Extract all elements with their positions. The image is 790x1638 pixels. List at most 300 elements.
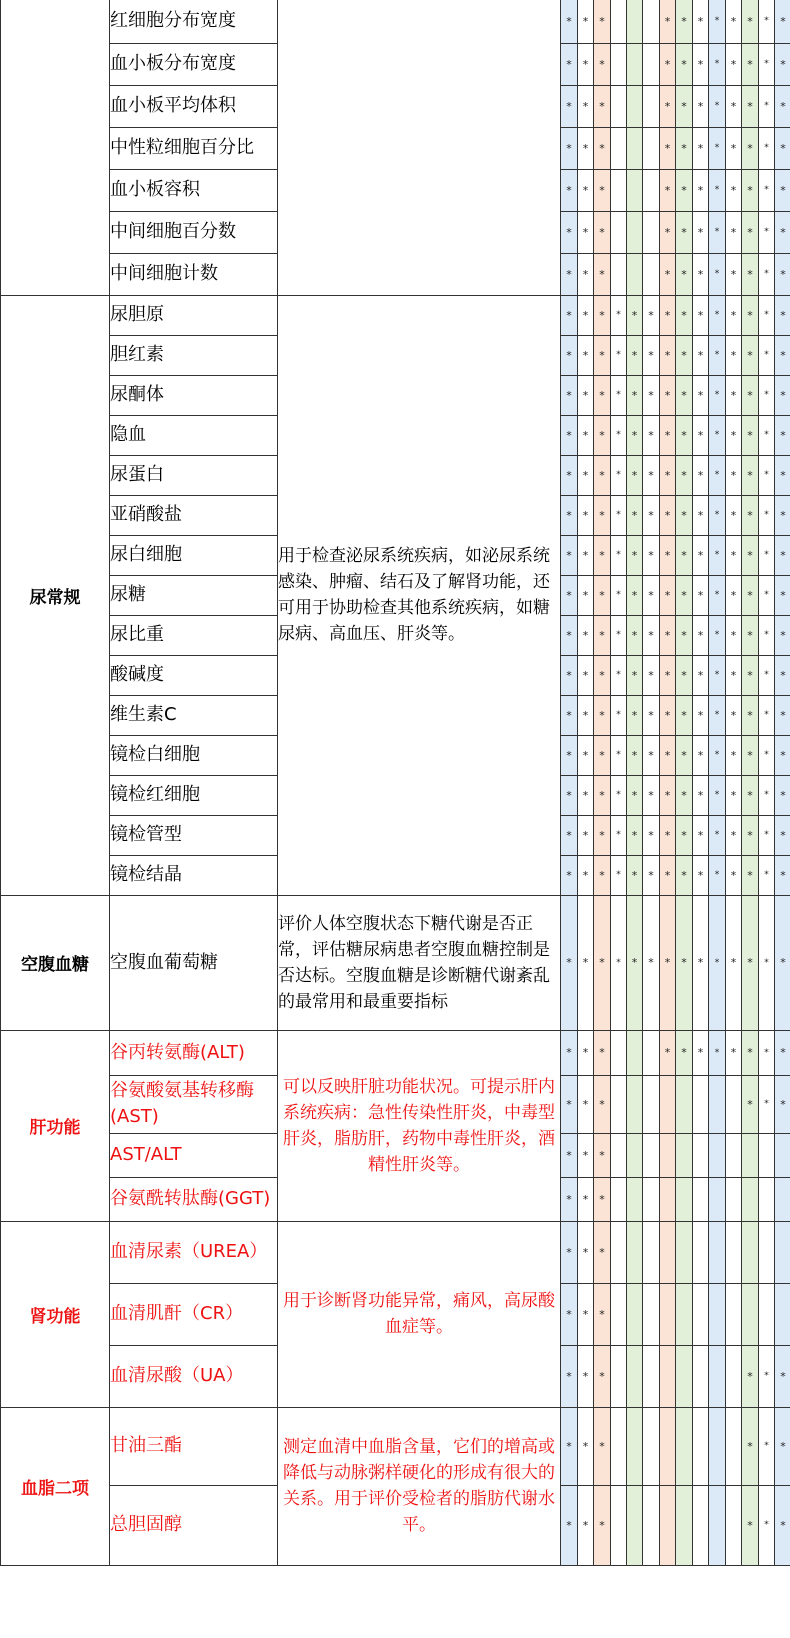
- mark-cell: *: [759, 1030, 775, 1075]
- mark-cell: *: [561, 211, 578, 253]
- mark-cell: [643, 0, 660, 43]
- mark-cell: *: [594, 535, 611, 575]
- mark-cell: *: [676, 575, 693, 615]
- mark-cell: [660, 1177, 676, 1221]
- mark-cell: *: [709, 0, 726, 43]
- mark-cell: *: [660, 253, 676, 295]
- mark-cell: *: [693, 855, 709, 895]
- mark-cell: *: [627, 455, 643, 495]
- mark-cell: *: [561, 253, 578, 295]
- mark-cell: *: [676, 127, 693, 169]
- mark-cell: *: [594, 415, 611, 455]
- mark-cell: *: [611, 455, 627, 495]
- mark-cell: *: [676, 415, 693, 455]
- mark-cell: *: [611, 655, 627, 695]
- table-row: [1, 1407, 790, 1485]
- mark-cell: *: [660, 85, 676, 127]
- mark-cell: *: [611, 335, 627, 375]
- mark-cell: *: [726, 1030, 742, 1075]
- mark-cell: [676, 1133, 693, 1177]
- mark-cell: *: [676, 211, 693, 253]
- mark-cell: *: [561, 375, 578, 415]
- mark-cell: *: [676, 655, 693, 695]
- mark-cell: *: [611, 735, 627, 775]
- mark-cell: [676, 1345, 693, 1407]
- mark-cell: [643, 1030, 660, 1075]
- item-name: 尿蛋白: [110, 455, 278, 495]
- mark-cell: *: [742, 615, 759, 655]
- mark-cell: *: [578, 375, 594, 415]
- mark-cell: *: [561, 127, 578, 169]
- mark-cell: [709, 1221, 726, 1283]
- category-cell: [1, 0, 110, 295]
- mark-cell: *: [693, 295, 709, 335]
- table-row: [1, 895, 790, 1030]
- mark-cell: *: [594, 375, 611, 415]
- mark-cell: *: [676, 455, 693, 495]
- category-cell: 肝功能: [1, 1030, 110, 1221]
- mark-cell: *: [561, 1485, 578, 1565]
- mark-cell: *: [561, 0, 578, 43]
- mark-cell: *: [709, 735, 726, 775]
- mark-cell: *: [594, 1030, 611, 1075]
- mark-cell: [759, 1177, 775, 1221]
- category-cell: 血脂二项: [1, 1407, 110, 1565]
- mark-cell: *: [594, 815, 611, 855]
- mark-cell: *: [561, 43, 578, 85]
- mark-cell: [611, 1407, 627, 1485]
- mark-cell: [775, 1177, 790, 1221]
- mark-cell: *: [561, 1075, 578, 1133]
- mark-cell: [759, 1221, 775, 1283]
- mark-cell: *: [676, 169, 693, 211]
- mark-cell: [726, 1407, 742, 1485]
- mark-cell: *: [660, 43, 676, 85]
- mark-cell: *: [660, 295, 676, 335]
- mark-cell: *: [759, 855, 775, 895]
- mark-cell: *: [775, 535, 790, 575]
- item-name: 甘油三酯: [110, 1407, 278, 1485]
- mark-cell: *: [561, 1177, 578, 1221]
- mark-cell: *: [594, 43, 611, 85]
- mark-cell: *: [693, 169, 709, 211]
- mark-cell: *: [643, 375, 660, 415]
- mark-cell: *: [775, 855, 790, 895]
- mark-cell: [627, 253, 643, 295]
- mark-cell: *: [643, 415, 660, 455]
- item-name: 尿胆原: [110, 295, 278, 335]
- mark-cell: *: [726, 615, 742, 655]
- item-name: 镜检红细胞: [110, 775, 278, 815]
- mark-cell: [627, 1030, 643, 1075]
- mark-cell: *: [660, 335, 676, 375]
- mark-cell: *: [578, 1221, 594, 1283]
- mark-cell: *: [594, 495, 611, 535]
- mark-cell: [660, 1345, 676, 1407]
- mark-cell: *: [709, 455, 726, 495]
- item-name: AST/ALT: [110, 1133, 278, 1177]
- mark-cell: *: [759, 1485, 775, 1565]
- mark-cell: [643, 1177, 660, 1221]
- mark-cell: *: [561, 655, 578, 695]
- mark-cell: *: [693, 43, 709, 85]
- mark-cell: *: [578, 775, 594, 815]
- mark-cell: *: [775, 615, 790, 655]
- description-cell: 测定血清中血脂含量，它们的增高或降低与动脉粥样硬化的形成有很大的关系。用于评价受检者的脂肪代谢水平。: [278, 1407, 561, 1565]
- mark-cell: [643, 1133, 660, 1177]
- mark-cell: *: [709, 495, 726, 535]
- category-cell: 空腹血糖: [1, 895, 110, 1030]
- mark-cell: [611, 1283, 627, 1345]
- mark-cell: *: [627, 775, 643, 815]
- item-name: 亚硝酸盐: [110, 495, 278, 535]
- mark-cell: *: [578, 1030, 594, 1075]
- mark-cell: *: [709, 775, 726, 815]
- mark-cell: [611, 85, 627, 127]
- mark-cell: *: [643, 575, 660, 615]
- mark-cell: *: [578, 1075, 594, 1133]
- mark-cell: *: [742, 1345, 759, 1407]
- mark-cell: *: [660, 127, 676, 169]
- mark-cell: *: [660, 895, 676, 1030]
- mark-cell: *: [611, 375, 627, 415]
- mark-cell: *: [759, 895, 775, 1030]
- mark-cell: *: [561, 815, 578, 855]
- mark-cell: *: [726, 535, 742, 575]
- mark-cell: *: [693, 375, 709, 415]
- item-name: 红细胞分布宽度: [110, 0, 278, 43]
- mark-cell: *: [594, 575, 611, 615]
- mark-cell: *: [693, 735, 709, 775]
- mark-cell: *: [627, 295, 643, 335]
- mark-cell: *: [561, 895, 578, 1030]
- mark-cell: [726, 1075, 742, 1133]
- mark-cell: *: [594, 253, 611, 295]
- mark-cell: *: [561, 415, 578, 455]
- mark-cell: *: [709, 695, 726, 735]
- mark-cell: *: [627, 895, 643, 1030]
- mark-cell: *: [759, 615, 775, 655]
- mark-cell: [726, 1485, 742, 1565]
- mark-cell: *: [759, 415, 775, 455]
- item-name: 空腹血葡萄糖: [110, 895, 278, 1030]
- mark-cell: *: [578, 0, 594, 43]
- mark-cell: *: [693, 895, 709, 1030]
- mark-cell: *: [693, 253, 709, 295]
- mark-cell: *: [643, 695, 660, 735]
- mark-cell: *: [561, 535, 578, 575]
- item-name: 酸碱度: [110, 655, 278, 695]
- mark-cell: *: [627, 335, 643, 375]
- mark-cell: *: [660, 735, 676, 775]
- mark-cell: *: [742, 1485, 759, 1565]
- mark-cell: *: [561, 775, 578, 815]
- mark-cell: *: [709, 253, 726, 295]
- mark-cell: *: [561, 695, 578, 735]
- mark-cell: [611, 127, 627, 169]
- mark-cell: *: [594, 1133, 611, 1177]
- mark-cell: *: [726, 43, 742, 85]
- mark-cell: *: [742, 855, 759, 895]
- mark-cell: *: [676, 855, 693, 895]
- mark-cell: *: [693, 775, 709, 815]
- mark-cell: *: [726, 735, 742, 775]
- mark-cell: [611, 211, 627, 253]
- mark-cell: [643, 127, 660, 169]
- mark-cell: *: [561, 1030, 578, 1075]
- mark-cell: *: [759, 169, 775, 211]
- mark-cell: *: [709, 43, 726, 85]
- mark-cell: *: [676, 495, 693, 535]
- mark-cell: *: [693, 495, 709, 535]
- mark-cell: [693, 1221, 709, 1283]
- mark-cell: *: [693, 85, 709, 127]
- mark-cell: [643, 1075, 660, 1133]
- mark-cell: *: [726, 695, 742, 735]
- mark-cell: *: [578, 455, 594, 495]
- mark-cell: *: [676, 1030, 693, 1075]
- mark-cell: *: [676, 895, 693, 1030]
- mark-cell: *: [643, 735, 660, 775]
- mark-cell: *: [709, 127, 726, 169]
- mark-cell: *: [742, 335, 759, 375]
- mark-cell: *: [709, 415, 726, 455]
- mark-cell: *: [578, 535, 594, 575]
- mark-cell: *: [759, 735, 775, 775]
- mark-cell: *: [561, 1345, 578, 1407]
- mark-cell: *: [594, 85, 611, 127]
- mark-cell: *: [759, 1345, 775, 1407]
- mark-cell: [676, 1283, 693, 1345]
- item-name: 谷丙转氨酶(ALT): [110, 1030, 278, 1075]
- mark-cell: [627, 127, 643, 169]
- mark-cell: *: [660, 375, 676, 415]
- mark-cell: *: [594, 335, 611, 375]
- mark-cell: *: [594, 775, 611, 815]
- mark-cell: *: [709, 295, 726, 335]
- mark-cell: *: [643, 295, 660, 335]
- mark-cell: *: [693, 535, 709, 575]
- mark-cell: *: [775, 1485, 790, 1565]
- item-name: 血清肌酐（CR）: [110, 1283, 278, 1345]
- mark-cell: *: [775, 495, 790, 535]
- mark-cell: *: [742, 655, 759, 695]
- mark-cell: *: [660, 211, 676, 253]
- mark-cell: *: [578, 735, 594, 775]
- mark-cell: *: [709, 1030, 726, 1075]
- mark-cell: *: [627, 735, 643, 775]
- item-name: 中间细胞计数: [110, 253, 278, 295]
- mark-cell: *: [775, 735, 790, 775]
- mark-cell: *: [709, 335, 726, 375]
- mark-cell: *: [594, 1221, 611, 1283]
- mark-cell: *: [627, 615, 643, 655]
- mark-cell: *: [693, 575, 709, 615]
- mark-cell: *: [742, 375, 759, 415]
- item-name: 尿比重: [110, 615, 278, 655]
- mark-cell: [627, 1407, 643, 1485]
- mark-cell: *: [627, 855, 643, 895]
- mark-cell: [627, 1485, 643, 1565]
- mark-cell: [643, 1221, 660, 1283]
- mark-cell: [611, 1133, 627, 1177]
- mark-cell: [742, 1283, 759, 1345]
- mark-cell: *: [561, 495, 578, 535]
- mark-cell: *: [594, 615, 611, 655]
- mark-cell: *: [759, 535, 775, 575]
- mark-cell: *: [676, 85, 693, 127]
- mark-cell: *: [594, 855, 611, 895]
- mark-cell: *: [578, 655, 594, 695]
- item-name: 中性粒细胞百分比: [110, 127, 278, 169]
- mark-cell: *: [643, 335, 660, 375]
- mark-cell: *: [611, 695, 627, 735]
- mark-cell: *: [660, 1030, 676, 1075]
- mark-cell: *: [578, 1177, 594, 1221]
- mark-cell: *: [726, 775, 742, 815]
- mark-cell: *: [726, 127, 742, 169]
- mark-cell: *: [759, 1407, 775, 1485]
- item-name: 谷氨酰转肽酶(GGT): [110, 1177, 278, 1221]
- mark-cell: *: [709, 375, 726, 415]
- mark-cell: *: [627, 655, 643, 695]
- mark-cell: *: [578, 211, 594, 253]
- mark-cell: *: [759, 43, 775, 85]
- table-row: [1, 0, 790, 43]
- mark-cell: [643, 253, 660, 295]
- mark-cell: [611, 1221, 627, 1283]
- mark-cell: *: [693, 455, 709, 495]
- mark-cell: *: [775, 775, 790, 815]
- item-name: 隐血: [110, 415, 278, 455]
- mark-cell: *: [775, 815, 790, 855]
- mark-cell: [676, 1075, 693, 1133]
- mark-cell: *: [759, 495, 775, 535]
- mark-cell: [611, 1075, 627, 1133]
- mark-cell: *: [759, 335, 775, 375]
- mark-cell: *: [759, 0, 775, 43]
- mark-cell: *: [660, 575, 676, 615]
- mark-cell: [643, 211, 660, 253]
- mark-cell: [693, 1133, 709, 1177]
- mark-cell: [742, 1133, 759, 1177]
- mark-cell: *: [775, 1345, 790, 1407]
- mark-cell: *: [561, 1133, 578, 1177]
- mark-cell: [643, 85, 660, 127]
- mark-cell: *: [709, 535, 726, 575]
- mark-cell: *: [594, 1407, 611, 1485]
- description-cell: 评价人体空腹状态下糖代谢是否正常，评估糖尿病患者空腹血糖控制是否达标。空腹血糖是诊断糖代谢紊乱的最常用和最重要指标: [278, 895, 561, 1030]
- mark-cell: *: [726, 169, 742, 211]
- mark-cell: [643, 43, 660, 85]
- mark-cell: [709, 1283, 726, 1345]
- mark-cell: *: [676, 295, 693, 335]
- mark-cell: [775, 1133, 790, 1177]
- mark-cell: [693, 1177, 709, 1221]
- mark-cell: *: [561, 1283, 578, 1345]
- mark-cell: [611, 1485, 627, 1565]
- mark-cell: *: [578, 127, 594, 169]
- mark-cell: *: [742, 575, 759, 615]
- mark-cell: *: [775, 1075, 790, 1133]
- mark-cell: [759, 1133, 775, 1177]
- mark-cell: *: [594, 169, 611, 211]
- mark-cell: *: [627, 815, 643, 855]
- mark-cell: *: [561, 735, 578, 775]
- mark-cell: *: [594, 1345, 611, 1407]
- mark-cell: *: [578, 295, 594, 335]
- mark-cell: *: [611, 295, 627, 335]
- mark-cell: *: [742, 85, 759, 127]
- mark-cell: *: [693, 615, 709, 655]
- mark-cell: *: [611, 855, 627, 895]
- mark-cell: *: [742, 895, 759, 1030]
- mark-cell: *: [726, 895, 742, 1030]
- mark-cell: *: [693, 0, 709, 43]
- mark-cell: *: [726, 211, 742, 253]
- mark-cell: *: [594, 127, 611, 169]
- mark-cell: *: [775, 1030, 790, 1075]
- mark-cell: *: [709, 211, 726, 253]
- mark-cell: *: [676, 735, 693, 775]
- mark-cell: [726, 1133, 742, 1177]
- mark-cell: [627, 1075, 643, 1133]
- mark-cell: *: [643, 495, 660, 535]
- mark-cell: *: [643, 615, 660, 655]
- mark-cell: *: [759, 1075, 775, 1133]
- mark-cell: *: [693, 211, 709, 253]
- mark-cell: *: [726, 85, 742, 127]
- mark-cell: [709, 1407, 726, 1485]
- mark-cell: *: [676, 253, 693, 295]
- mark-cell: [643, 1283, 660, 1345]
- item-name: 镜检管型: [110, 815, 278, 855]
- mark-cell: *: [676, 335, 693, 375]
- mark-cell: *: [742, 415, 759, 455]
- mark-cell: [709, 1133, 726, 1177]
- mark-cell: [742, 1177, 759, 1221]
- mark-cell: [611, 1030, 627, 1075]
- mark-cell: *: [742, 1030, 759, 1075]
- mark-cell: *: [742, 535, 759, 575]
- mark-cell: *: [726, 253, 742, 295]
- mark-cell: *: [611, 895, 627, 1030]
- mark-cell: *: [693, 655, 709, 695]
- mark-cell: *: [594, 1075, 611, 1133]
- mark-cell: [611, 1345, 627, 1407]
- mark-cell: *: [627, 375, 643, 415]
- mark-cell: *: [742, 455, 759, 495]
- mark-cell: *: [759, 655, 775, 695]
- mark-cell: *: [578, 1485, 594, 1565]
- item-name: 尿糖: [110, 575, 278, 615]
- mark-cell: *: [742, 1407, 759, 1485]
- mark-cell: *: [643, 775, 660, 815]
- mark-cell: [726, 1177, 742, 1221]
- mark-cell: *: [775, 455, 790, 495]
- mark-cell: [676, 1407, 693, 1485]
- mark-cell: *: [775, 43, 790, 85]
- mark-cell: [643, 1407, 660, 1485]
- mark-cell: *: [578, 855, 594, 895]
- mark-cell: [611, 0, 627, 43]
- mark-cell: [676, 1485, 693, 1565]
- mark-cell: *: [594, 455, 611, 495]
- mark-cell: [627, 1177, 643, 1221]
- description-cell: 用于检查泌尿系统疾病，如泌尿系统感染、肿瘤、结石及了解肾功能，还可用于协助检查其他系统疾病，如糖尿病、高血压、肝炎等。: [278, 295, 561, 895]
- mark-cell: *: [726, 375, 742, 415]
- mark-cell: [611, 169, 627, 211]
